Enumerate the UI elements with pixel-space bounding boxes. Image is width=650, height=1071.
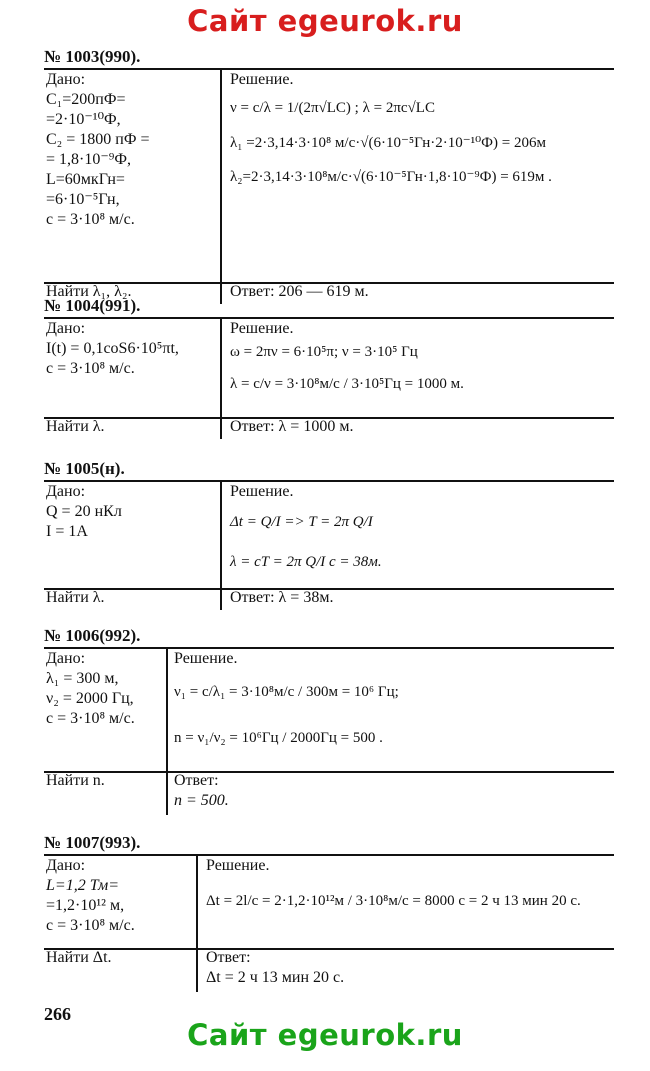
problem-title: № 1003(990). [44,47,141,66]
solution-column: Решение. ν = c/λ = 1/(2π√LC) ; λ = 2πc√LC λ₁ =2·3,14·3·10⁸ м/с·√(6·10⁻⁵Гн·2·10⁻¹⁰Ф) = 206м λ₂=2·3,14·3·10⁸м/с·√(6·10⁻⁵Гн·1,8·10⁻⁹Ф) = 619м . [230,70,614,194]
problem-1004: № 1004(991). Дано: I(t) = 0,1coS6·10⁵πt, c = 3·10⁸ м/с. Решение. ω = 2πν = 6·10⁵π; ν = 3·10⁵ Гц λ = c/ν = 3·10⁸м/с / 3·10⁵Гц = 1000 м. Найти λ. Ответ: λ = 1000 м. [44,295,614,417]
find-label: Найти λ. [46,589,105,606]
problem-title: № 1004(991). [44,296,141,315]
answer-label: Ответ: λ = 38м. [230,589,334,606]
problem-1003 [44,46,614,300]
answer-label: Ответ: [206,949,251,966]
problem-title: № 1007(993). [44,833,141,852]
problem-title: № 1005(н). [44,459,125,478]
answer-value: n = 500. [174,792,229,809]
find-label: Найти λ. [46,418,105,435]
answer-label: Ответ: [174,772,219,789]
find-label: Найти Δt. [46,949,112,966]
problem-1006: № 1006(992). Дано: λ₁ = 300 м, ν₂ = 2000 Гц, c = 3·10⁸ м/с. Решение. ν₁ = c/λ₁ = 3·10⁸м/с / 300м = 10⁶ Гц; n = ν₁/ν₂ = 10⁶Гц / 2000Гц = 500 . Найти n. Ответ: n = 500. [44,625,614,771]
solution-label: Решение. [230,71,294,88]
answer-label: Ответ: 206 — 619 м. [230,283,369,300]
problem-1005: № 1005(н). Дано: Q = 20 нКл I = 1A Решение. Δt = Q/I => T = 2π Q/I λ = cT = 2π Q/I c = 38м. Найти λ. Ответ: λ = 38м. [44,458,614,588]
problem-title: № 1006(992). [44,626,141,645]
given-column: Дано: C₁=200пФ= =2·10⁻¹⁰Ф, C₂ = 1800 пФ = = 1,8·10⁻⁹Ф, L=60мкГн= =6·10⁻⁵Гн, c = 3·10⁸ м/с. [46,70,218,230]
site-footer: Сайт egeurok.ru [187,1018,463,1052]
page-number: 266 [44,1004,71,1024]
given-label: Дано: [46,71,86,88]
find-label: Найти n. [46,772,105,789]
site-header: Сайт egeurok.ru [187,4,463,38]
problem-1007: № 1007(993). Дано: L=1,2 Тм= =1,2·10¹² м, c = 3·10⁸ м/с. Решение. Δt = 2l/c = 2·1,2·10¹²м / 3·10⁸м/с = 8000 с = 2 ч 13 мин 20 с. Найти Δt. Ответ: Δt = 2 ч 13 мин 20 с. [44,832,614,948]
find-label: Найти λ₁, λ₂. [46,283,132,300]
answer-label: Ответ: λ = 1000 м. [230,418,354,435]
answer-value: Δt = 2 ч 13 мин 20 с. [206,969,345,986]
